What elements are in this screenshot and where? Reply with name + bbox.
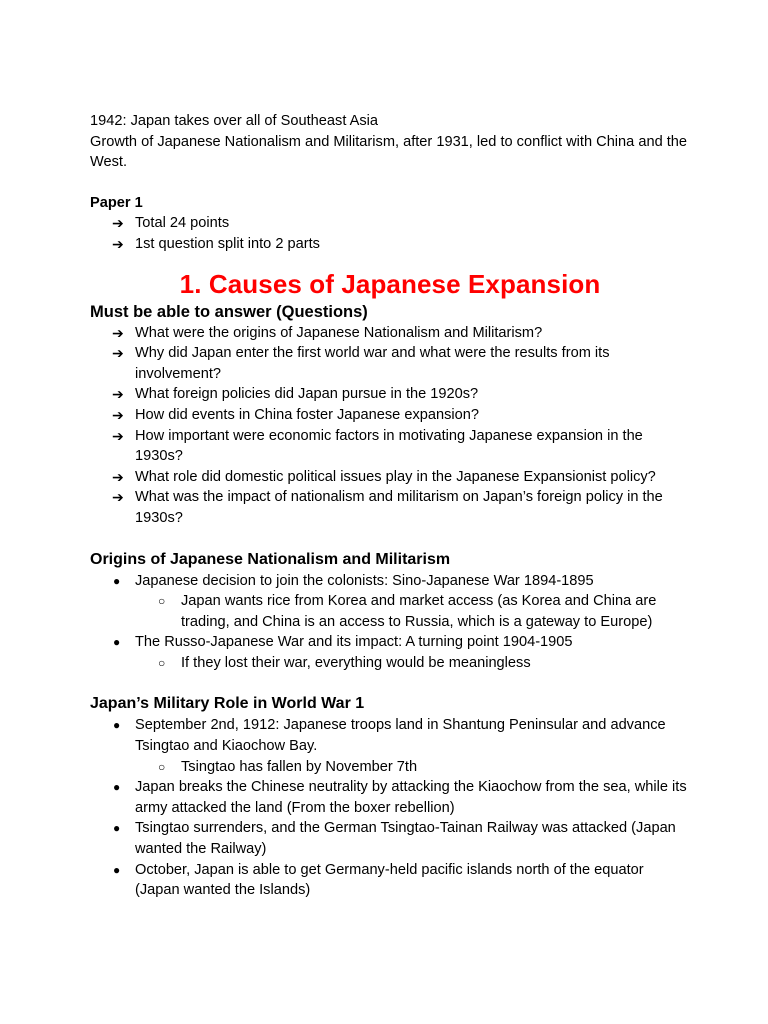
arrow-icon: ➔: [112, 386, 124, 403]
arrow-icon: ➔: [112, 324, 124, 341]
list-item: ➔ What foreign policies did Japan pursue in the 1920s?: [90, 384, 690, 405]
list-item: ➔ Total 24 points: [90, 213, 690, 234]
document-body: [90, 111, 690, 901]
bullet-icon: ●: [113, 862, 121, 877]
list-item: ● The Russo-Japanese War and its impact: A turning point 1904-1905: [90, 632, 690, 653]
list-item: ➔ How important were economic factors in motivating Japanese expansion in the 1930s?: [112, 427, 643, 465]
list-item: ○ If they lost their war, everything would be meaningless: [90, 653, 690, 674]
list-item: ● October, Japan is able to get Germany-held pacific islands north of the equator (Japan wanted the Islands): [113, 861, 644, 899]
list-item: ● Japan breaks the Chinese neutrality by attacking the Kiaochow from the sea, while its army attacked the land (From the boxer rebellion): [113, 779, 687, 816]
list-item: ➔ 1st question split into 2 parts: [90, 234, 690, 255]
bullet-icon: ●: [113, 718, 121, 733]
list-item: ➔ What were the origins of Japanese Nationalism and Militarism?: [90, 323, 690, 344]
list-item: ➔ What role did domestic political issues play in the Japanese Expansionist policy?: [90, 467, 690, 488]
origins-sublist-2: [90, 653, 690, 674]
arrow-icon: ➔: [112, 427, 124, 444]
intro-line-1: 1942: Japan takes over all of Southeast Asia: [90, 113, 379, 129]
list-item: ○ Japan wants rice from Korea and market access (as Korea and China are trading, and China is an access to Russia, which is a gateway to Europe): [158, 593, 657, 630]
list-item: ➔ What was the impact of nationalism and militarism on Japan’s foreign policy in the 1930s?: [112, 489, 663, 526]
intro-line-2: Growth of Japanese Nationalism and Militarism, after 1931, led to conflict with China and the West.: [90, 133, 688, 171]
ww1-list: [90, 715, 690, 756]
circle-bullet-icon: ○: [158, 655, 166, 670]
ww1-sublist: [90, 757, 690, 778]
circle-bullet-icon: ○: [158, 759, 166, 774]
list-item: ● Japanese decision to join the colonists: Sino-Japanese War 1894-1895: [90, 571, 690, 592]
origins-heading: Origins of Japanese Nationalism and Militarism: [90, 550, 451, 568]
arrow-icon: ➔: [112, 345, 124, 362]
list-item: ● September 2nd, 1912: Japanese troops land in Shantung Peninsular and advance Tsingtao and Kiaochow Bay.: [113, 717, 666, 755]
bullet-icon: ●: [113, 635, 121, 650]
bullet-icon: ●: [113, 821, 121, 836]
section-title: 1. Causes of Japanese Expansion: [179, 268, 601, 299]
arrow-icon: ➔: [112, 489, 124, 506]
bullet-icon: ●: [113, 573, 121, 588]
list-item: ➔ Why did Japan enter the first world war and what were the results from its involvement?: [112, 345, 610, 382]
origins-sublist: [90, 591, 690, 632]
circle-bullet-icon: ○: [158, 594, 166, 609]
bullet-icon: ●: [113, 780, 121, 795]
list-item: ➔ How did events in China foster Japanese expansion?: [90, 405, 690, 426]
origins-list: [90, 571, 690, 592]
ww1-list-2: [90, 777, 690, 901]
ww1-heading: Japan’s Military Role in World War 1: [90, 695, 365, 713]
arrow-icon: ➔: [112, 215, 124, 232]
questions-list: [90, 323, 690, 529]
arrow-icon: ➔: [112, 468, 124, 485]
arrow-icon: ➔: [112, 235, 124, 252]
list-item: ● Tsingtao surrenders, and the German Tsingtao-Tainan Railway was attacked (Japan wanted the Railway): [113, 820, 676, 858]
paper-heading: Paper 1: [90, 194, 143, 211]
origins-list-2: [90, 632, 690, 653]
paper-list: [90, 213, 690, 254]
questions-heading: Must be able to answer (Questions): [90, 302, 368, 321]
list-item: ○ Tsingtao has fallen by November 7th: [90, 757, 690, 778]
arrow-icon: ➔: [112, 406, 124, 423]
